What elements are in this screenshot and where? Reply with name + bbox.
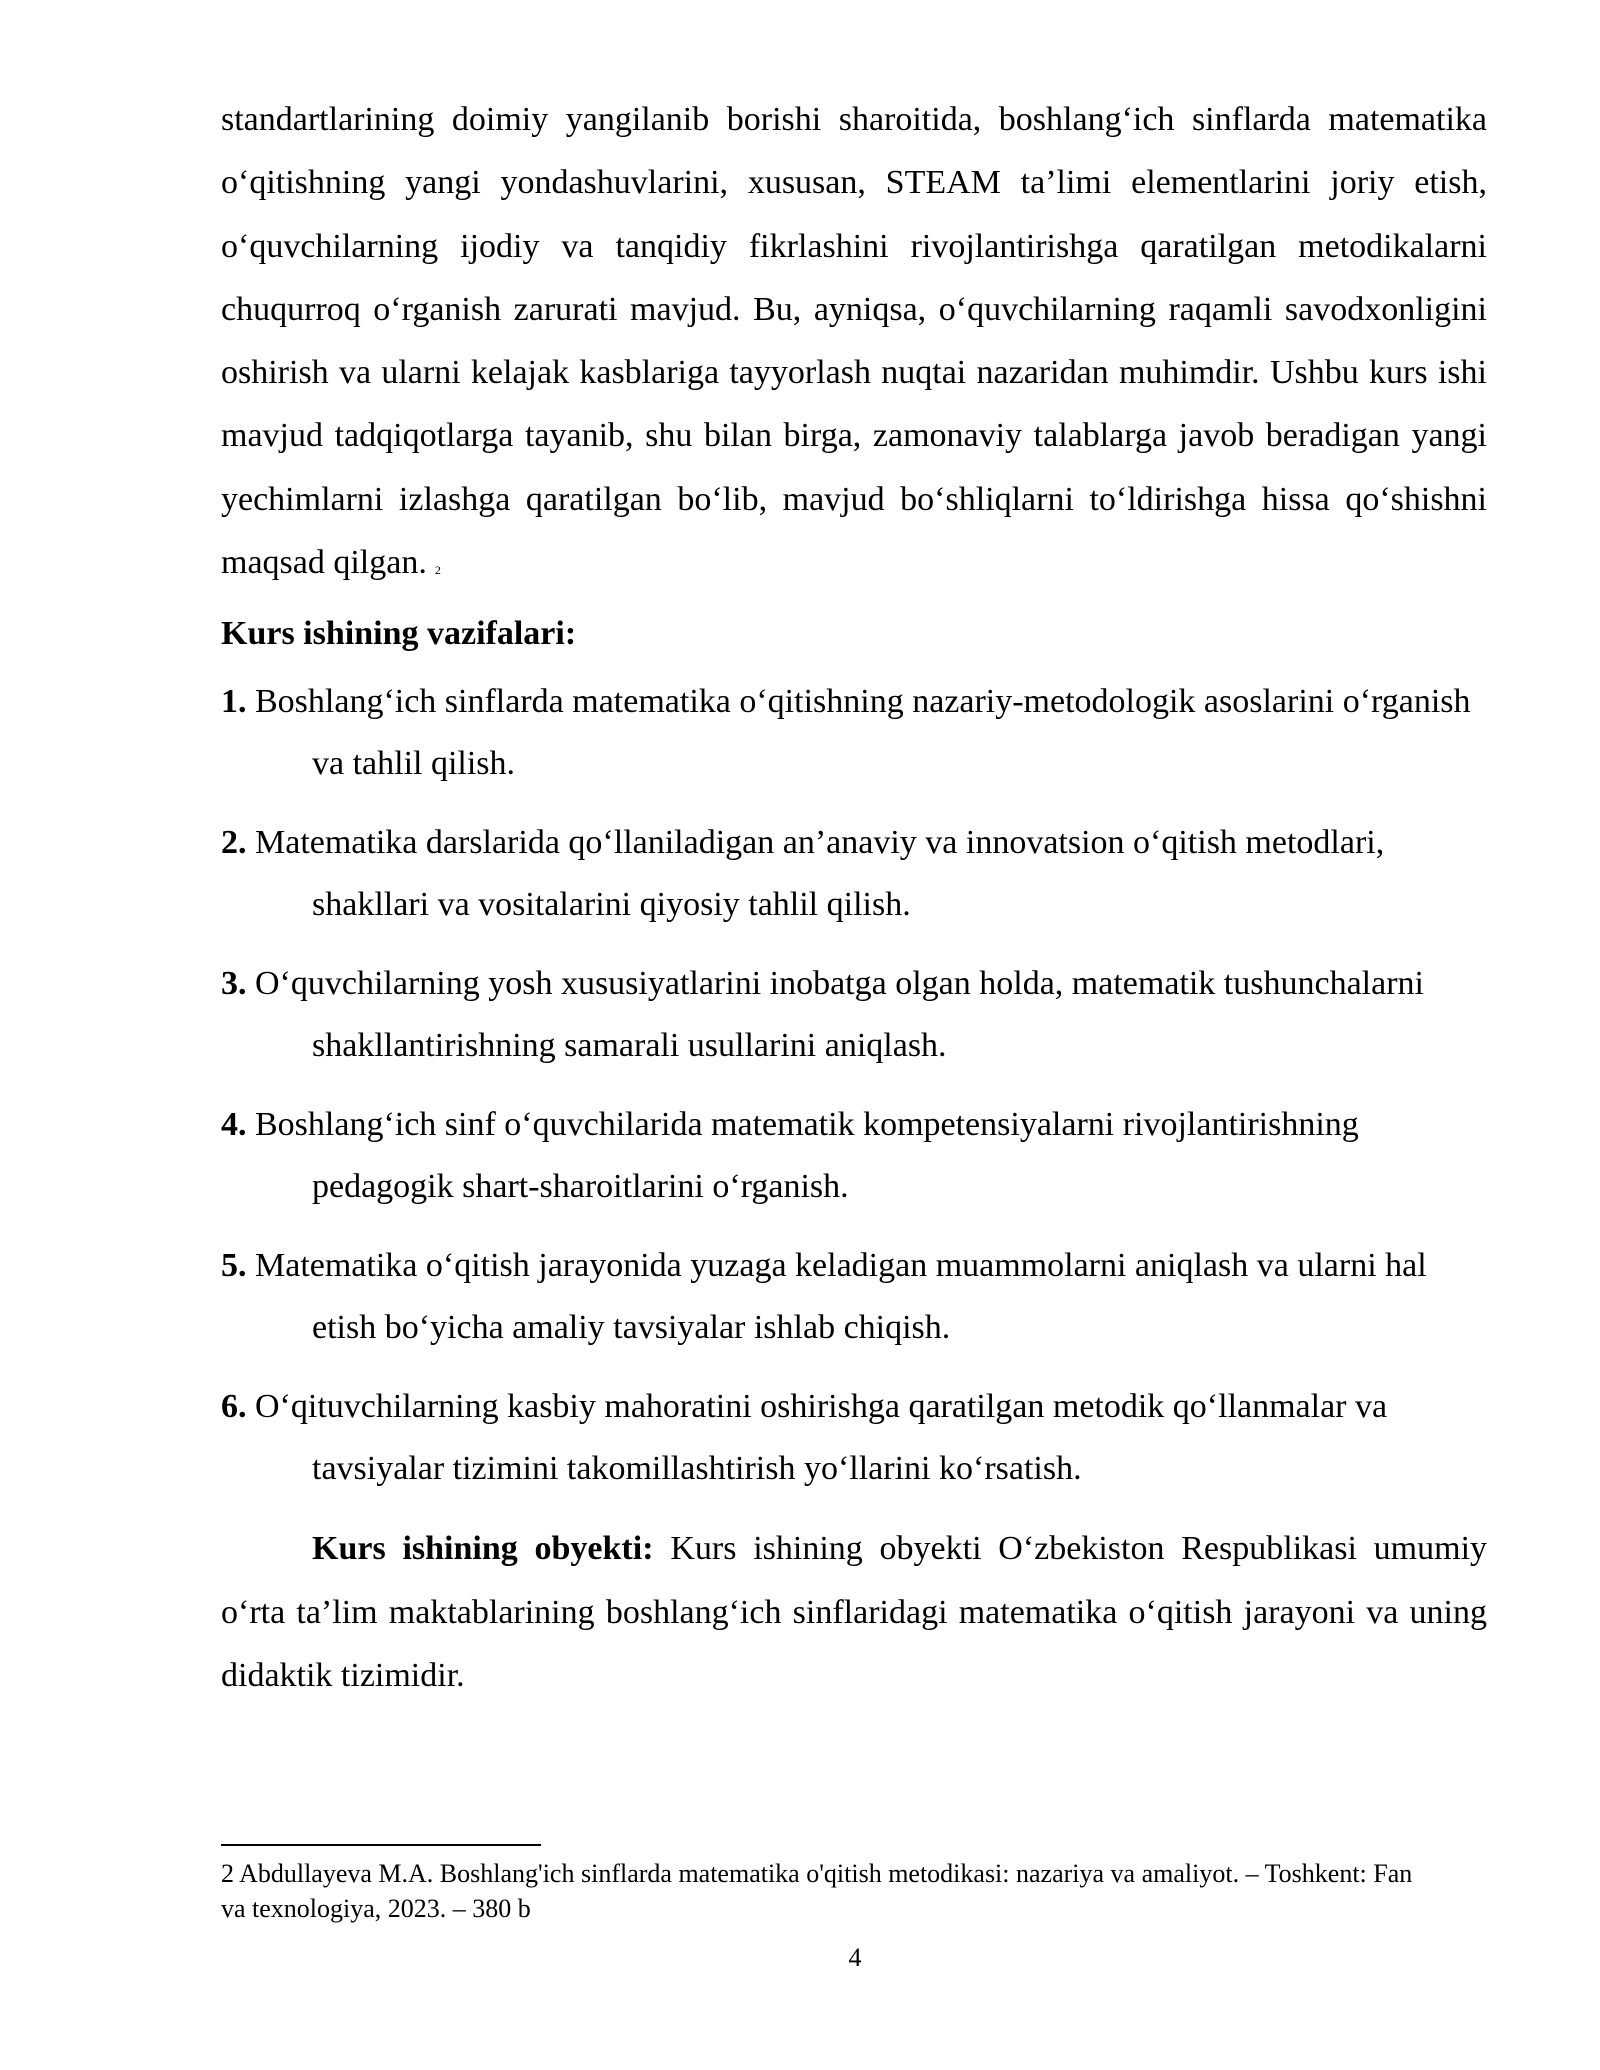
tasks-heading: Kurs ishining vazifalari:	[221, 615, 577, 653]
footnote-text: 2 Abdullayeva M.A. Boshlang'ich sinflarda matematika o'qitish metodikasi: nazariya va amaliyot. – Toshkent: Fan va texnologiya, 2023. – 380 b	[221, 1859, 1413, 1923]
task-text: Matematika darslarida qo‘llaniladigan an’anaviy va innovatsion o‘qitish metodlari, shakllari va vositalarini qiyosiy tahlil qilish.	[255, 824, 1385, 924]
task-text: Boshlang‘ich sinf o‘quvchilarida matematik kompetensiyalarni rivojlantirishning pedagogik shart-sharoitlarini o‘rganish.	[255, 1106, 1359, 1206]
intro-paragraph	[221, 88, 1487, 594]
task-number: 1.	[221, 683, 247, 721]
list-item	[221, 953, 1487, 1077]
object-label: Kurs ishining obyekti:	[312, 1530, 654, 1568]
list-item	[221, 671, 1487, 795]
task-number: 4.	[221, 1106, 247, 1144]
page-body	[221, 88, 1487, 1707]
intro-paragraph-text: standartlarining doimiy yangilanib borishi sharoitida, boshlang‘ich sinflarda matematika o‘qitishning yangi yondashuvlarini, xususan, STEAM ta’limi elementlarini joriy etish, o‘quvchilarning ijodiy va tanqidiy fikrlashini rivojlantirishga qaratilgan metodikalarni chuqurroq o‘rganish zarurati mavjud. Bu, ayniqsa, o‘quvchilarning raqamli savodxonligini oshirish va ularni kelajak kasblariga tayyorlash nuqtai nazaridan muhimdir. Ushbu kurs ishi mavjud tadqiqotlarga tayanib, shu bilan birga, zamonaviy talablarga javob beradigan yangi yechimlarni izlashga qaratilgan bo‘lib, mavjud bo‘shliqlarni to‘ldirishga hissa qo‘shishni maqsad qilgan.	[221, 101, 1487, 582]
task-text: Matematika o‘qitish jarayonida yuzaga keladigan muammolarni aniqlash va ularni hal etish bo‘yicha amaliy tavsiyalar ishlab chiqish.	[255, 1247, 1427, 1347]
task-text: O‘qituvchilarning kasbiy mahoratini oshirishga qaratilgan metodik qo‘llanmalar va tavsiyalar tizimini takomillashtirish yo‘llarini ko‘rsatish.	[255, 1388, 1388, 1488]
task-text: Boshlang‘ich sinflarda matematika o‘qitishning nazariy-metodologik asoslarini o‘rganish va tahlil qilish.	[255, 683, 1471, 783]
task-text: O‘quvchilarning yosh xususiyatlarini inobatga olgan holda, matematik tushunchalarni shakllantirishning samarali usullarini aniqlash.	[255, 965, 1424, 1065]
task-number: 3.	[221, 965, 247, 1003]
footnote-divider	[221, 1844, 541, 1846]
list-item	[221, 1094, 1487, 1218]
list-item	[221, 1376, 1487, 1500]
object-paragraph	[221, 1517, 1487, 1707]
footnote-reference: 2	[434, 563, 441, 578]
page-number: 4	[848, 1943, 862, 1972]
list-item	[221, 1235, 1487, 1359]
tasks-list	[221, 671, 1487, 1500]
list-item	[221, 812, 1487, 936]
task-number: 6.	[221, 1388, 247, 1426]
object-text: Kurs ishining obyekti O‘zbekiston Respublikasi umumiy o‘rta ta’lim maktablarining boshlang‘ich sinflaridagi matematika o‘qitish jarayoni va uning didaktik tizimidir.	[221, 1530, 1488, 1694]
task-number: 2.	[221, 824, 247, 862]
task-number: 5.	[221, 1247, 247, 1285]
